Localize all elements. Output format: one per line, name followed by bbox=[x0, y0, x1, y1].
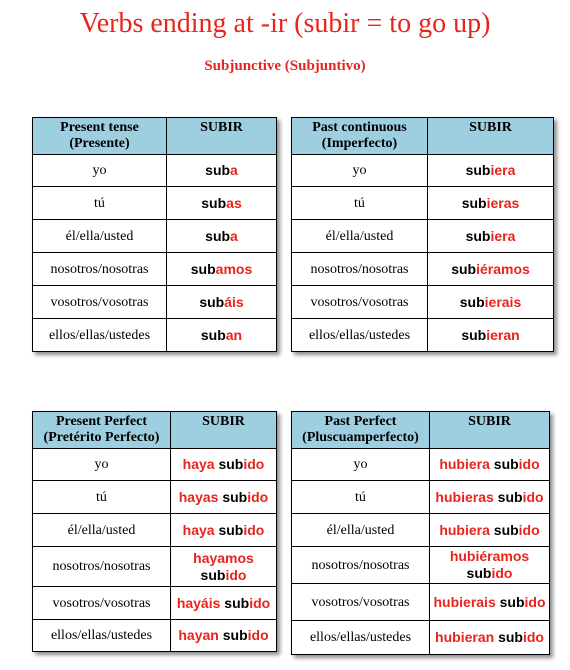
verb-ending: ido bbox=[518, 456, 540, 472]
verb-stem: sub bbox=[200, 326, 226, 343]
verb-stem: sub bbox=[451, 260, 477, 277]
tense-header: Past Perfect (Pluscuamperfecto) bbox=[292, 412, 430, 449]
pronoun-cell: vosotros/vosotras bbox=[292, 584, 430, 621]
verb-ending: ido bbox=[522, 629, 544, 645]
table-present bbox=[32, 117, 277, 352]
form-cell bbox=[171, 514, 277, 547]
verb-stem: sub bbox=[205, 162, 231, 178]
verb-header: SUBIR bbox=[171, 412, 277, 449]
verb-stem: sub bbox=[461, 326, 487, 343]
pronoun-cell: ellos/ellas/ustedes bbox=[292, 319, 428, 352]
verb-ending: hubiera bbox=[439, 521, 494, 538]
verb-stem: sub bbox=[465, 162, 491, 178]
verb-header: SUBIR bbox=[167, 118, 277, 155]
verb-stem: sub bbox=[499, 593, 525, 610]
form-cell bbox=[428, 187, 554, 220]
verb-ending: ido bbox=[522, 488, 544, 505]
verb-stem: sub bbox=[497, 488, 523, 505]
pronoun-cell: él/ella/usted bbox=[292, 514, 430, 547]
verb-ending: hayas bbox=[178, 488, 223, 505]
pronoun-cell: yo bbox=[292, 449, 430, 481]
tense-header: Present tense (Presente) bbox=[33, 118, 167, 155]
form-cell bbox=[167, 220, 277, 253]
pronoun-cell: yo bbox=[292, 155, 428, 187]
verb-stem: sub bbox=[461, 194, 487, 211]
form-cell bbox=[430, 449, 550, 481]
tense-header: Past continuous (Imperfecto) bbox=[292, 118, 428, 155]
verb-stem: sub bbox=[201, 194, 227, 211]
form-cell bbox=[171, 481, 277, 514]
pronoun-cell: él/ella/usted bbox=[292, 220, 428, 253]
verb-ending: amos bbox=[215, 260, 253, 277]
form-cell bbox=[171, 587, 277, 620]
pronoun-cell: tú bbox=[292, 187, 428, 220]
verb-stem: sub bbox=[222, 627, 248, 643]
pronoun-cell: nosotros/nosotras bbox=[33, 547, 171, 587]
form-cell bbox=[428, 286, 554, 319]
verb-stem: sub bbox=[466, 565, 492, 581]
verb-ending: ido bbox=[243, 521, 265, 538]
form-cell bbox=[430, 481, 550, 514]
verb-ending: haya bbox=[182, 456, 219, 472]
verb-ending: ieras bbox=[486, 194, 520, 211]
verb-stem: sub bbox=[465, 227, 491, 244]
verb-ending: hubieran bbox=[435, 629, 499, 645]
pronoun-cell: vosotros/vosotras bbox=[33, 587, 171, 620]
pronoun-cell: ellos/ellas/ustedes bbox=[33, 620, 171, 652]
pronoun-cell: vosotros/vosotras bbox=[33, 286, 167, 319]
verb-ending: haya bbox=[182, 521, 219, 538]
form-cell bbox=[171, 620, 277, 652]
verb-ending: ido bbox=[249, 594, 271, 611]
verb-ending: ido bbox=[524, 593, 546, 610]
verb-stem: sub bbox=[218, 521, 244, 538]
verb-ending: iéramos bbox=[476, 260, 530, 277]
form-cell bbox=[430, 547, 550, 584]
verb-stem: sub bbox=[498, 629, 523, 645]
tense-header: Present Perfect (Pretérito Perfecto) bbox=[33, 412, 171, 449]
verb-header: SUBIR bbox=[428, 118, 554, 155]
verb-ending: ido bbox=[518, 521, 540, 538]
form-cell bbox=[171, 449, 277, 481]
verb-ending: a bbox=[230, 162, 238, 178]
form-cell bbox=[428, 253, 554, 286]
verb-ending: as bbox=[226, 194, 242, 211]
verb-stem: sub bbox=[493, 456, 519, 472]
verb-ending: hubiera bbox=[439, 456, 494, 472]
verb-ending: hayáis bbox=[176, 594, 225, 611]
table-imperfect bbox=[291, 117, 554, 352]
verb-ending: ido bbox=[247, 627, 269, 643]
verb-stem: sub bbox=[222, 488, 248, 505]
pronoun-cell: él/ella/usted bbox=[33, 220, 167, 253]
form-cell bbox=[167, 155, 277, 187]
page-subtitle: Subjunctive (Subjuntivo) bbox=[204, 58, 366, 74]
verb-ending: an bbox=[225, 326, 243, 343]
form-cell bbox=[430, 621, 550, 655]
verb-ending: ido bbox=[247, 488, 269, 505]
table-present-perfect bbox=[32, 411, 277, 652]
form-cell bbox=[171, 547, 277, 587]
pronoun-cell: ellos/ellas/ustedes bbox=[33, 319, 167, 352]
verb-stem: sub bbox=[190, 260, 216, 277]
verb-stem: sub bbox=[200, 566, 226, 583]
verb-stem: sub bbox=[493, 521, 519, 538]
form-cell bbox=[428, 155, 554, 187]
verb-ending: ido bbox=[491, 565, 513, 581]
form-cell bbox=[430, 514, 550, 547]
verb-ending: áis bbox=[224, 293, 244, 310]
pronoun-cell: tú bbox=[292, 481, 430, 514]
form-cell bbox=[167, 286, 277, 319]
verb-stem: sub bbox=[224, 594, 250, 611]
verb-ending: hubieras bbox=[435, 488, 498, 505]
verb-ending: iera bbox=[490, 162, 516, 178]
verb-ending: ido bbox=[243, 456, 265, 472]
pronoun-cell: yo bbox=[33, 155, 167, 187]
verb-ending: a bbox=[230, 227, 238, 244]
form-cell bbox=[428, 220, 554, 253]
table-past-perfect bbox=[291, 411, 550, 655]
pronoun-cell: él/ella/usted bbox=[33, 514, 171, 547]
page-title: Verbs ending at -ir (subir = to go up) bbox=[79, 8, 491, 39]
verb-header: SUBIR bbox=[430, 412, 550, 449]
verb-ending: hayan bbox=[178, 627, 223, 643]
pronoun-cell: ellos/ellas/ustedes bbox=[292, 621, 430, 655]
pronoun-cell: tú bbox=[33, 187, 167, 220]
verb-ending: ierais bbox=[484, 293, 522, 310]
verb-ending: hubierais bbox=[433, 593, 500, 610]
pronoun-cell: yo bbox=[33, 449, 171, 481]
pronoun-cell: nosotros/nosotras bbox=[292, 547, 430, 584]
pronoun-cell: tú bbox=[33, 481, 171, 514]
verb-stem: sub bbox=[459, 293, 485, 310]
form-cell bbox=[428, 319, 554, 352]
pronoun-cell: vosotros/vosotras bbox=[292, 286, 428, 319]
form-cell bbox=[430, 584, 550, 621]
verb-ending: hubiéramos bbox=[449, 548, 530, 564]
pronoun-cell: nosotros/nosotras bbox=[33, 253, 167, 286]
pronoun-cell: nosotros/nosotras bbox=[292, 253, 428, 286]
verb-ending: iera bbox=[490, 227, 516, 244]
form-cell bbox=[167, 253, 277, 286]
verb-stem: sub bbox=[205, 227, 231, 244]
verb-ending: ido bbox=[225, 566, 247, 583]
verb-stem: sub bbox=[199, 293, 225, 310]
form-cell bbox=[167, 319, 277, 352]
verb-ending: ieran bbox=[486, 326, 520, 343]
verb-stem: sub bbox=[218, 456, 244, 472]
form-cell bbox=[167, 187, 277, 220]
verb-ending: hayamos bbox=[193, 549, 254, 566]
